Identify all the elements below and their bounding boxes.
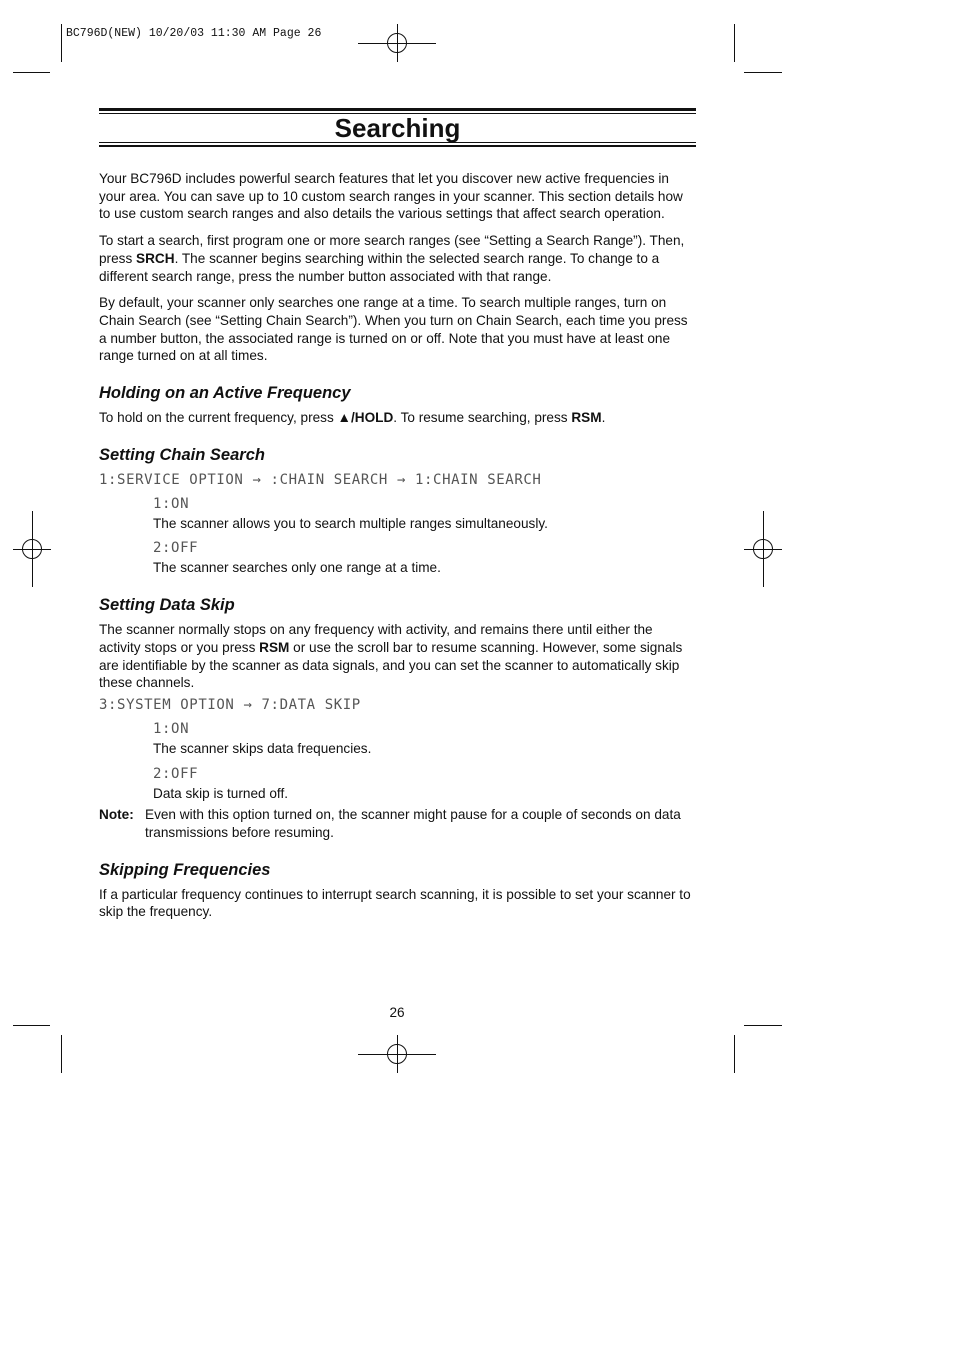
crop-mark [61, 1035, 62, 1073]
title-rule [99, 108, 696, 111]
rsm-key: RSM [259, 639, 290, 655]
crop-mark [61, 24, 62, 62]
section-heading-chain: Setting Chain Search [99, 445, 265, 464]
rsm-key: RSM [571, 410, 602, 426]
note-label: Note: [99, 807, 134, 823]
title-rule [99, 145, 696, 147]
option-code: 2:OFF [153, 765, 199, 782]
intro-paragraph-3: By default, your scanner only searches one range at a time. To search multiple ranges, turn on Chain Search (see “Setting Chain Search”). When you turn on Chain Search, each time you press a number button, the associated range is turned on or off. Note that you must have at least one range turned on at all times. [99, 295, 688, 364]
page-body [99, 170, 697, 930]
title-rule [99, 142, 696, 143]
intro-paragraph-1: Your BC796D includes powerful search features that let you discover new active frequencies in your area. You can save up to 10 custom search ranges in your scanner. This section details how to use custom search ranges and also details the various settings that affect search operation. [99, 171, 683, 222]
section-heading-hold: Holding on an Active Frequency [99, 384, 351, 403]
intro-paragraph-2: To start a search, first program one or more search ranges (see “Setting a Search Range”). Then, press SRCH. The scanner begins searching within the selected search range. To change to a different search range, press the number button associated with that range. [99, 233, 685, 284]
crop-mark [734, 1035, 735, 1073]
option-code: 2:OFF [153, 540, 199, 557]
menu-path-chain: 1:SERVICE OPTION → :CHAIN SEARCH → 1:CHAIN SEARCH [99, 471, 542, 488]
option-code: 1:ON [153, 720, 190, 737]
hold-key: ▲/HOLD [337, 410, 394, 426]
crop-mark [13, 1025, 50, 1026]
crop-mark [744, 1025, 782, 1026]
crop-mark [744, 72, 782, 73]
note [99, 806, 697, 841]
option-code: 1:ON [153, 495, 190, 512]
option-list-dataskip [153, 720, 697, 802]
menu-path-dataskip: 3:SYSTEM OPTION → 7:DATA SKIP [99, 696, 361, 713]
srch-key: SRCH [136, 250, 175, 266]
page-number: 26 [389, 1005, 405, 1020]
option-description: The scanner allows you to search multiple ranges simultaneously. [153, 515, 548, 531]
section-heading-skipping: Skipping Frequencies [99, 860, 271, 879]
crop-mark [13, 72, 50, 73]
print-slug: BC796D(NEW) 10/20/03 11:30 AM Page 26 [66, 27, 322, 40]
section-heading-dataskip: Setting Data Skip [99, 596, 235, 615]
option-description: The scanner skips data frequencies. [153, 740, 372, 756]
hold-paragraph: To hold on the current frequency, press ▲/HOLD. To resume searching, press RSM. [99, 410, 606, 426]
option-list-chain [153, 495, 697, 577]
page-title: Searching [334, 113, 461, 143]
option-description: The scanner searches only one range at a time. [153, 560, 441, 576]
crop-mark [734, 24, 735, 62]
skipping-paragraph: If a particular frequency continues to interrupt search scanning, it is possible to set your scanner to skip the frequency. [99, 886, 691, 920]
option-description: Data skip is turned off. [153, 785, 289, 801]
dataskip-paragraph: The scanner normally stops on any frequency with activity, and remains there until either the activity stops or you press RSM or use the scroll bar to resume scanning. However, some signals are identifiable by the scanner as data signals, and you can set the scanner to automatically skip these channels. [99, 622, 683, 691]
note-text: Even with this option turned on, the scanner might pause for a couple of seconds on data transmissions before resuming. [145, 807, 681, 841]
